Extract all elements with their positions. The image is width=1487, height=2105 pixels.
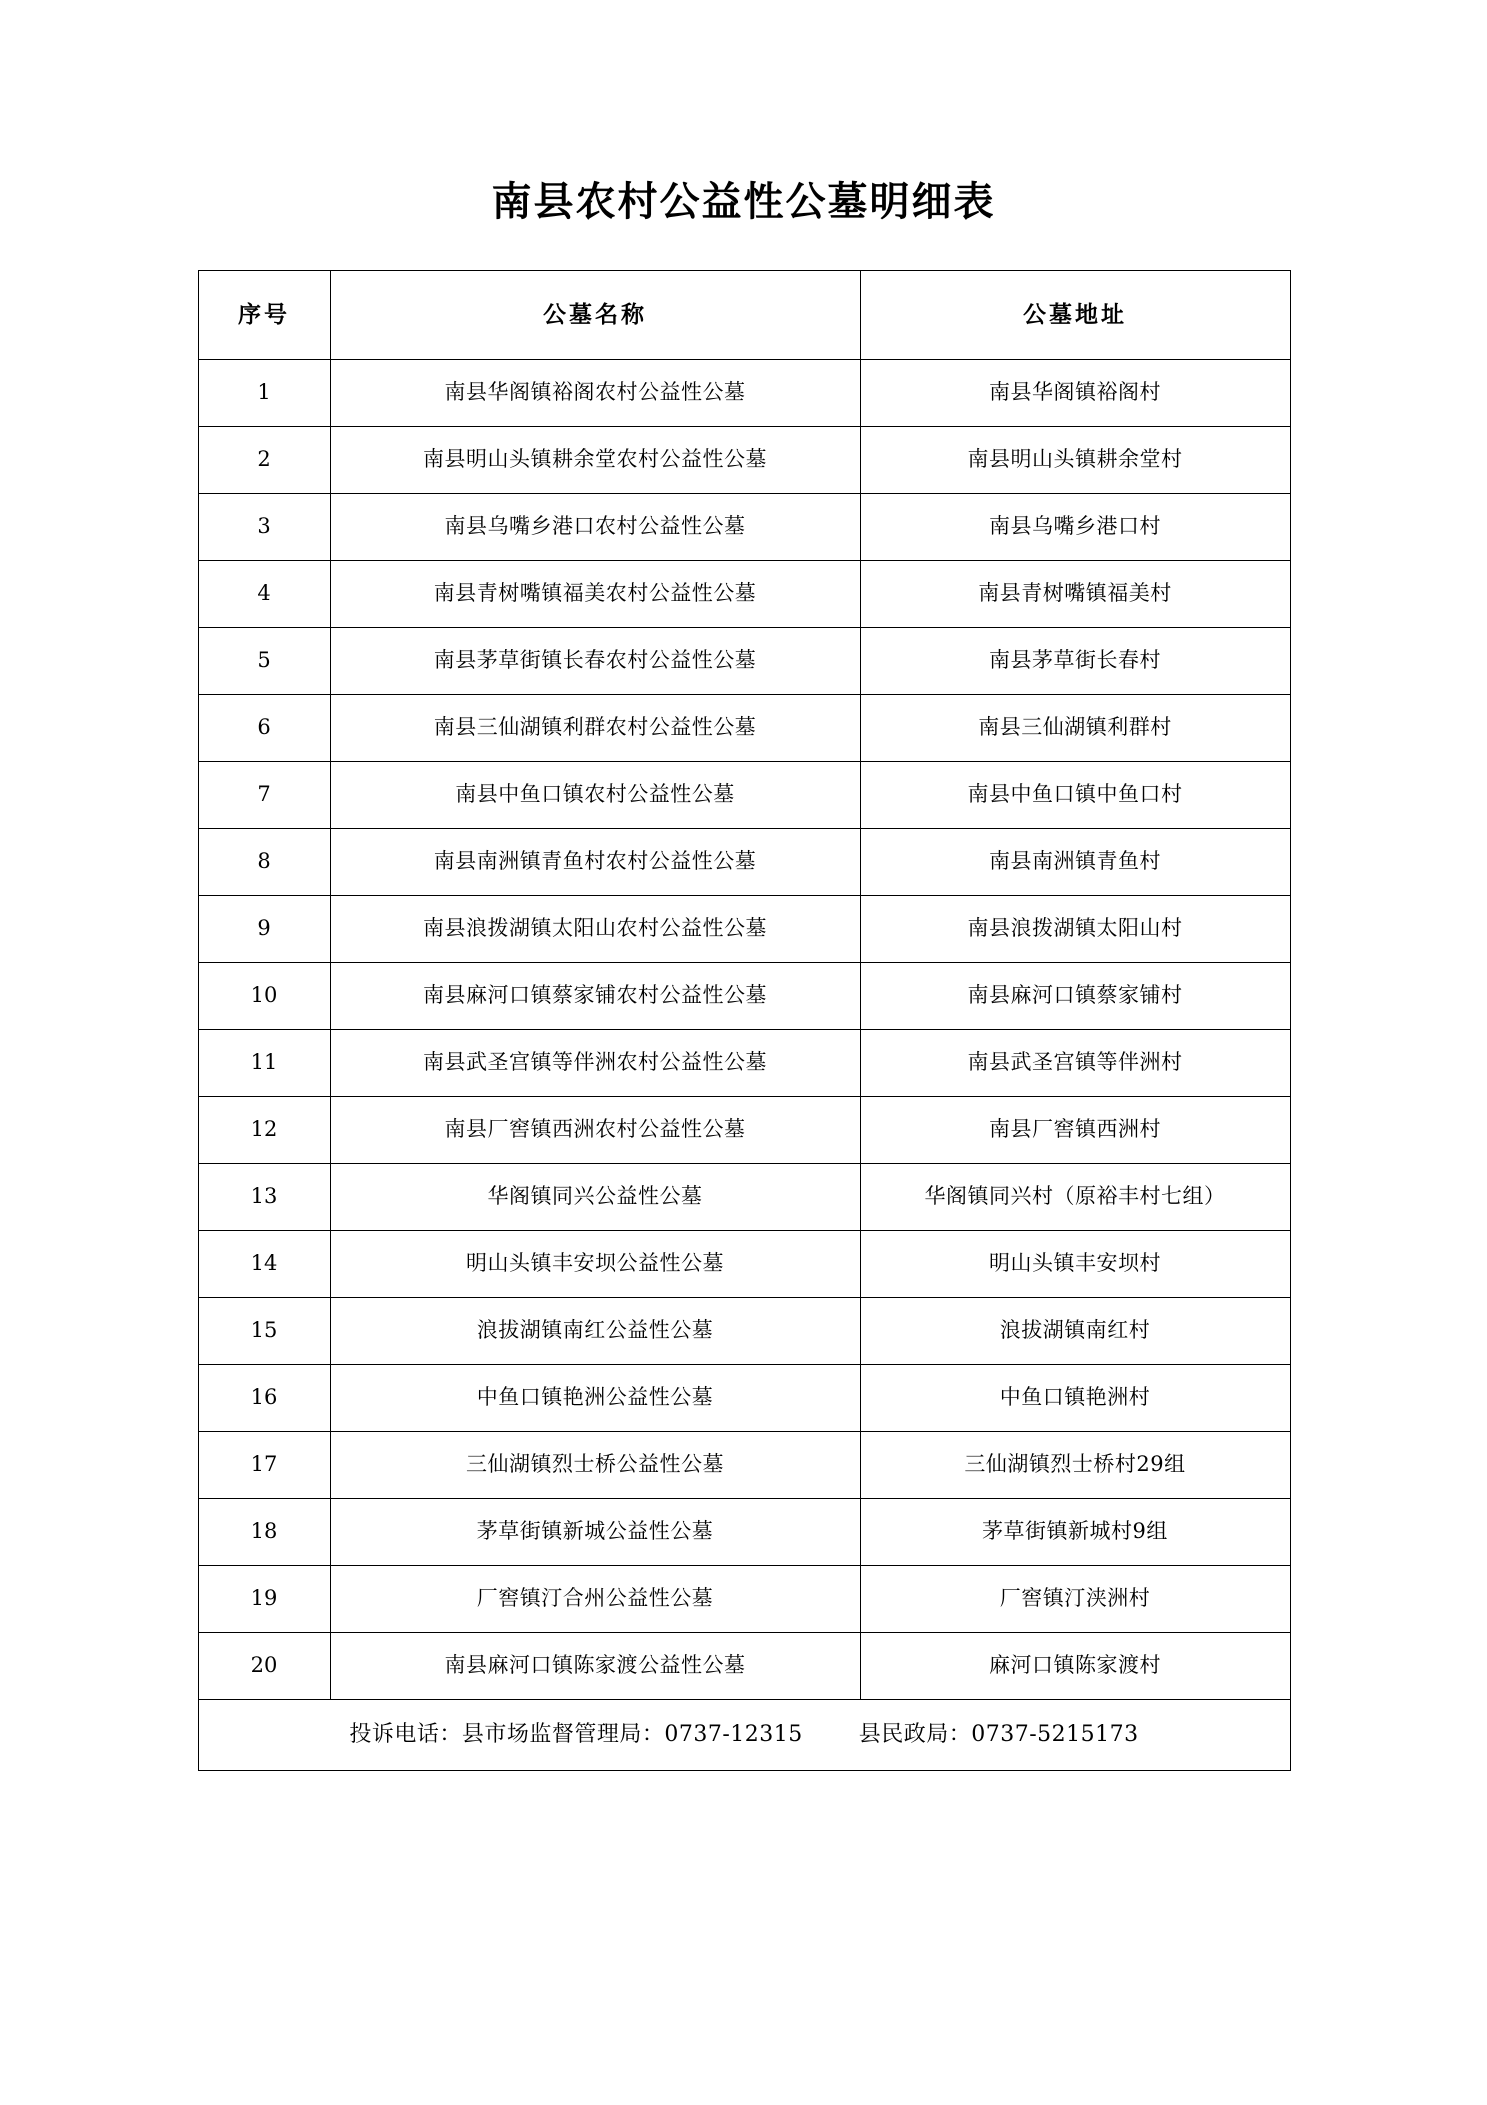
cell-index: 17	[198, 1432, 330, 1499]
cell-name: 南县麻河口镇蔡家铺农村公益性公墓	[330, 963, 860, 1030]
cell-index: 19	[198, 1566, 330, 1633]
table-row	[198, 963, 1290, 1030]
table-row	[198, 1365, 1290, 1432]
cell-name: 南县乌嘴乡港口农村公益性公墓	[330, 494, 860, 561]
cell-address: 南县三仙湖镇利群村	[860, 695, 1290, 762]
cell-name: 华阁镇同兴公益性公墓	[330, 1164, 860, 1231]
cell-address: 浪拔湖镇南红村	[860, 1298, 1290, 1365]
cell-index: 10	[198, 963, 330, 1030]
table-row	[198, 561, 1290, 628]
market-supervision-phone: 投诉电话：县市场监督管理局：0737-12315	[349, 1721, 803, 1747]
cell-name: 南县厂窖镇西洲农村公益性公墓	[330, 1097, 860, 1164]
cell-name: 中鱼口镇艳洲公益性公墓	[330, 1365, 860, 1432]
cell-address: 南县乌嘴乡港口村	[860, 494, 1290, 561]
cell-name: 南县三仙湖镇利群农村公益性公墓	[330, 695, 860, 762]
cell-index: 5	[198, 628, 330, 695]
cell-address: 华阁镇同兴村（原裕丰村七组）	[860, 1164, 1290, 1231]
cell-index: 18	[198, 1499, 330, 1566]
cell-index: 2	[198, 427, 330, 494]
cell-index: 6	[198, 695, 330, 762]
cell-index: 9	[198, 896, 330, 963]
cell-name: 南县浪拨湖镇太阳山农村公益性公墓	[330, 896, 860, 963]
cell-index: 7	[198, 762, 330, 829]
table-row	[198, 427, 1290, 494]
column-header-name: 公墓名称	[330, 271, 860, 360]
table-row	[198, 360, 1290, 427]
cell-address: 明山头镇丰安坝村	[860, 1231, 1290, 1298]
cell-index: 15	[198, 1298, 330, 1365]
cell-name: 南县中鱼口镇农村公益性公墓	[330, 762, 860, 829]
cell-address: 南县中鱼口镇中鱼口村	[860, 762, 1290, 829]
table-row	[198, 1164, 1290, 1231]
cell-address: 南县华阁镇裕阁村	[860, 360, 1290, 427]
cell-name: 南县华阁镇裕阁农村公益性公墓	[330, 360, 860, 427]
cell-name: 南县南洲镇青鱼村农村公益性公墓	[330, 829, 860, 896]
table-row	[198, 1298, 1290, 1365]
table-row	[198, 494, 1290, 561]
table-row	[198, 628, 1290, 695]
table-header-row	[198, 271, 1290, 360]
cell-index: 8	[198, 829, 330, 896]
cell-address: 三仙湖镇烈士桥村29组	[860, 1432, 1290, 1499]
table-header	[198, 271, 1290, 360]
table-row	[198, 829, 1290, 896]
table-row	[198, 896, 1290, 963]
cell-name: 浪拔湖镇南红公益性公墓	[330, 1298, 860, 1365]
cell-address: 南县明山头镇耕余堂村	[860, 427, 1290, 494]
column-header-index: 序号	[198, 271, 330, 360]
cell-name: 南县麻河口镇陈家渡公益性公墓	[330, 1633, 860, 1700]
cell-address: 厂窖镇汀浃洲村	[860, 1566, 1290, 1633]
column-header-address: 公墓地址	[860, 271, 1290, 360]
cemetery-table-wrapper	[198, 270, 1290, 1771]
table-row	[198, 1566, 1290, 1633]
table-row	[198, 1432, 1290, 1499]
cemetery-table	[198, 270, 1291, 1771]
table-row	[198, 1097, 1290, 1164]
table-row	[198, 762, 1290, 829]
cell-name: 茅草街镇新城公益性公墓	[330, 1499, 860, 1566]
table-row	[198, 1499, 1290, 1566]
cell-index: 20	[198, 1633, 330, 1700]
cell-name: 南县茅草街镇长春农村公益性公墓	[330, 628, 860, 695]
table-row	[198, 1030, 1290, 1097]
cell-address: 南县南洲镇青鱼村	[860, 829, 1290, 896]
cell-name: 厂窖镇汀合州公益性公墓	[330, 1566, 860, 1633]
cell-index: 14	[198, 1231, 330, 1298]
cell-address: 南县麻河口镇蔡家铺村	[860, 963, 1290, 1030]
cell-name: 南县武圣宫镇等伴洲农村公益性公墓	[330, 1030, 860, 1097]
table-footer-row	[198, 1700, 1290, 1771]
cell-name: 南县明山头镇耕余堂农村公益性公墓	[330, 427, 860, 494]
table-row	[198, 695, 1290, 762]
cell-address: 茅草街镇新城村9组	[860, 1499, 1290, 1566]
cell-index: 11	[198, 1030, 330, 1097]
cell-address: 南县武圣宫镇等伴洲村	[860, 1030, 1290, 1097]
cell-index: 1	[198, 360, 330, 427]
cell-index: 4	[198, 561, 330, 628]
cell-index: 3	[198, 494, 330, 561]
cell-address: 南县青树嘴镇福美村	[860, 561, 1290, 628]
complaint-phone-cell	[198, 1700, 1290, 1771]
table-row	[198, 1633, 1290, 1700]
cell-name: 三仙湖镇烈士桥公益性公墓	[330, 1432, 860, 1499]
page-title: 南县农村公益性公墓明细表	[491, 178, 996, 225]
table-row	[198, 1231, 1290, 1298]
cell-name: 南县青树嘴镇福美农村公益性公墓	[330, 561, 860, 628]
civil-affairs-phone: 县民政局：0737-5215173	[858, 1721, 1139, 1747]
cell-address: 麻河口镇陈家渡村	[860, 1633, 1290, 1700]
cell-address: 南县浪拨湖镇太阳山村	[860, 896, 1290, 963]
cell-address: 南县厂窖镇西洲村	[860, 1097, 1290, 1164]
cell-index: 13	[198, 1164, 330, 1231]
cell-index: 12	[198, 1097, 330, 1164]
cell-index: 16	[198, 1365, 330, 1432]
cell-address: 中鱼口镇艳洲村	[860, 1365, 1290, 1432]
cell-name: 明山头镇丰安坝公益性公墓	[330, 1231, 860, 1298]
table-body	[198, 360, 1290, 1771]
cell-address: 南县茅草街长春村	[860, 628, 1290, 695]
